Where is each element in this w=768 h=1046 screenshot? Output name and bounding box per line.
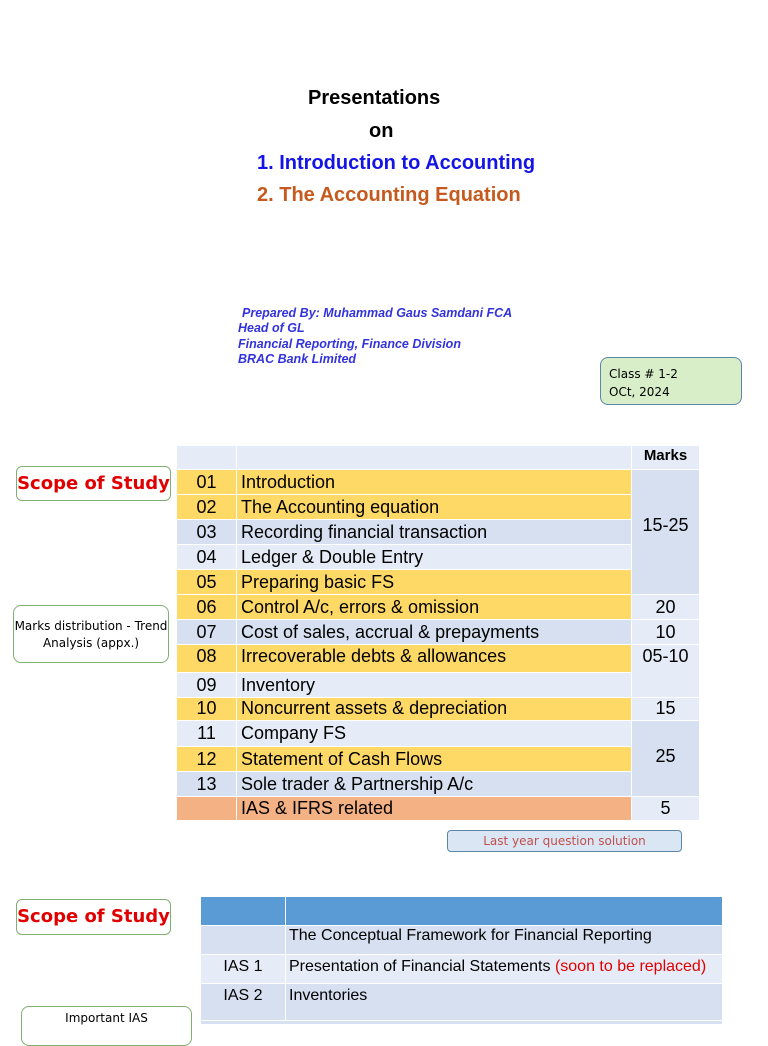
marks-cell: 05-10: [632, 645, 699, 697]
last-year-solution-button[interactable]: Last year question solution: [447, 830, 682, 852]
marks-cell: 15-25: [632, 470, 699, 594]
ias-name: Inventories: [289, 987, 368, 1004]
marks-header: Marks: [632, 446, 699, 469]
table-row-topic: IAS & IFRS related: [237, 797, 631, 820]
prepared-division: Financial Reporting, Finance Division: [238, 337, 461, 351]
prepared-org: BRAC Bank Limited: [238, 352, 357, 366]
marks-cell: 15: [632, 698, 699, 720]
ias-code-cell: [201, 926, 285, 954]
table-row-num: [177, 797, 236, 820]
table-row-num: 07: [177, 620, 236, 644]
ias-name-cell: [286, 955, 722, 983]
prepared-by: Prepared By: Muhammad Gaus Samdani FCA: [242, 306, 513, 320]
title-line-2: on: [369, 120, 394, 142]
class-date: OCt, 2024: [609, 385, 670, 399]
table-row-num: 03: [177, 520, 236, 544]
class-number: Class # 1-2: [609, 367, 678, 381]
marks-distribution-text: Marks distribution - Trend Analysis (appx.): [14, 619, 168, 650]
marks-cell: 25: [632, 721, 699, 796]
ias-name-cell: [286, 984, 722, 1020]
marks-distribution-note: [13, 605, 169, 663]
ias-code-cell: IAS 2: [201, 984, 285, 1020]
table-row-num: 04: [177, 545, 236, 569]
table-row-topic: Cost of sales, accrual & prepayments: [237, 620, 631, 644]
table-row-num: 11: [177, 721, 236, 746]
prepared-role: Head of GL: [238, 321, 305, 335]
table-row-topic: Control A/c, errors & omission: [237, 595, 631, 619]
table-row-num: 09: [177, 673, 236, 697]
table-row-topic: Ledger & Double Entry: [237, 545, 631, 569]
scope-of-study-label-2: Scope of Study: [16, 899, 171, 935]
table-row-num: 13: [177, 772, 236, 796]
table-row-num: 12: [177, 747, 236, 771]
table-row-num: 08: [177, 645, 236, 672]
important-ias-note: [21, 1006, 192, 1046]
ias-header-code: [201, 897, 285, 925]
header-topic-cell: [237, 446, 631, 469]
marks-cell: 20: [632, 595, 699, 619]
scope-of-study-label: Scope of Study: [16, 466, 171, 501]
title-line-1: Presentations: [308, 87, 441, 109]
topic-2-heading: 2. The Accounting Equation: [257, 184, 521, 206]
table-row-topic: Recording financial transaction: [237, 520, 631, 544]
table-row-topic: Company FS: [237, 721, 631, 746]
ias-name: Presentation of Financial Statements: [289, 958, 551, 975]
header-num-cell: [177, 446, 236, 469]
table-row-topic: The Accounting equation: [237, 495, 631, 519]
table-row-topic: Sole trader & Partnership A/c: [237, 772, 631, 796]
ias-header-name: [286, 897, 722, 925]
table-row-num: 06: [177, 595, 236, 619]
ias-name-cell: [286, 926, 722, 954]
table-row-topic: Noncurrent assets & depreciation: [237, 698, 631, 720]
table-row-topic: Introduction: [237, 470, 631, 494]
table-row-topic: Preparing basic FS: [237, 570, 631, 594]
ias-replacement-note: (soon to be replaced): [554, 958, 707, 975]
topic-1-heading: 1. Introduction to Accounting: [257, 152, 536, 174]
important-ias-text: Important IAS: [65, 1011, 148, 1025]
table-row-topic: Inventory: [237, 673, 631, 697]
table-row-topic: Statement of Cash Flows: [237, 747, 631, 771]
table-row-num: 01: [177, 470, 236, 494]
class-info-box: [600, 357, 742, 405]
table-row-num: 05: [177, 570, 236, 594]
marks-cell: 5: [632, 797, 699, 820]
ias-code-cell: IAS 1: [201, 955, 285, 983]
table-row-topic: Irrecoverable debts & allowances: [237, 645, 631, 672]
table-row-num: 10: [177, 698, 236, 720]
marks-cell: 10: [632, 620, 699, 644]
ias-name: The Conceptual Framework for Financial Reporting: [289, 927, 652, 944]
table-row-num: 02: [177, 495, 236, 519]
